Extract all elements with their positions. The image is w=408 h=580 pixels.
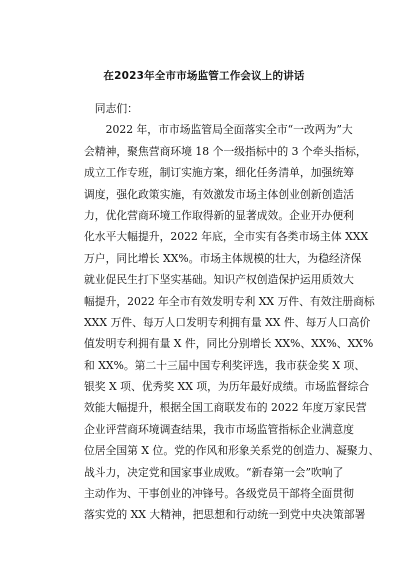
body-line: 力，优化营商环境工作取得新的显著成效。企业开办便利	[84, 208, 354, 222]
body-line: 就业促民生打下坚实基础。知识产权创造保护运用质效大	[84, 273, 354, 287]
body-line: 和 XX%。第二十三届中国专利奖评选，我市获金奖 X 项、	[84, 358, 366, 372]
body-line: XXX 万件、每万人口发明专利拥有量 XX 件、每万人口高价	[84, 315, 371, 329]
body-line: 落实党的 XX 大精神，把思想和行动统一到党中央决策部署	[84, 508, 366, 522]
body-line: 值发明专利拥有量 X 件，同比分别增长 XX%、XX%、XX%	[84, 337, 374, 351]
body-line: 幅提升，2022 年全市有效发明专利 XX 万件、有效注册商标	[84, 294, 375, 308]
body-line: 效能大幅提升，根据全国工商联发布的 2022 年度万家民营	[84, 401, 367, 415]
body-line: 万户，同比增长 XX%。市场主体规模的壮大，为稳经济保	[84, 251, 362, 265]
document-body	[84, 98, 380, 526]
body-line: 2022 年，市市场监管局全面落实全市“一改两为”大	[105, 123, 353, 137]
body-line: 位居全国第 X 位。党的作风和形象关系党的创造力、凝聚力、	[84, 444, 380, 458]
document-title: 在2023年全市市场监管工作会议上的讲话	[103, 70, 305, 82]
body-line: 成立工作专班，制订实施方案，细化任务清单，加强统筹	[84, 166, 354, 180]
body-line: 主动作为、干事创业的冲锋号。各级党员干部将全面贯彻	[84, 487, 354, 501]
body-line: 同志们：	[94, 102, 138, 115]
body-line: 企业评营商环境调查结果，我市市场监管指标企业满意度	[84, 422, 354, 436]
body-line: 调度，强化政策实施，有效激发市场主体创业创新创造活	[84, 187, 354, 201]
body-line: 战斗力，决定党和国家事业成败。“新春第一会”吹响了	[84, 465, 344, 479]
body-line: 化水平大幅提升，2022 年底，全市实有各类市场主体 XXX	[84, 230, 369, 244]
body-line: 会精神，聚焦营商环境 18 个一级指标中的 3 个牵头指标，	[84, 144, 367, 158]
body-line: 银奖 X 项、优秀奖 XX 项，为历年最好成绩。市场监督综合	[84, 380, 370, 394]
